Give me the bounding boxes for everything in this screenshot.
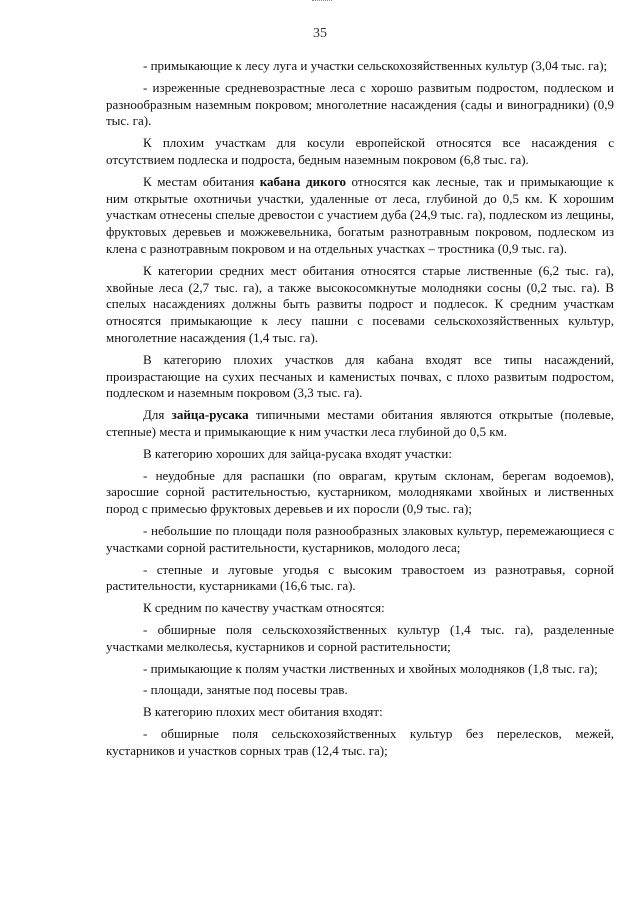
paragraph-hare-habitats: Для зайца-русака типичными местами обитания являются открытые (полевые, степные) места и примыкающие к ним участки леса глубиной до 0,5 км. — [106, 407, 614, 439]
paragraph-hare-good-heading: В категорию хороших для зайца-русака входят участки: — [143, 445, 452, 461]
paragraph-hare-medium-grass: - площади, занятые под посевы трав. — [143, 682, 348, 698]
paragraph-hare-medium-fields: - обширные поля сельскохозяйственных культур (1,4 тыс. га), разделенные участками мелколесья, кустарников и сорной растительности; — [106, 621, 614, 654]
paragraph-hare-good-small-fields: - небольшие по площади поля разнообразных злаковых культур, перемежающиеся с участками сорной растительности, кустарников, молодого леса; — [106, 522, 614, 555]
hare-term: зайца-русака — [171, 407, 249, 423]
page-number: 35 — [313, 26, 327, 41]
paragraph-boar-medium: К категории средних мест обитания относятся старые лиственные (6,2 тыс. га), хвойные леса (2,7 тыс. га), а также высокосомкнутые молодняки сосны (0,2 тыс. га). В спелых насаждениях должны быть развиты подрост и подлесок. К средним участкам относятся примыкающие к лесу пашни с посевами сельскохозяйственных культур, многолетние насаждения (1,4 тыс. га). — [106, 262, 614, 345]
paragraph-roe-deer-poor: К плохим участкам для косули европейской относятся все насаждения с отсутствием подлеска и подроста, бедным наземным покровом (6,8 тыс. га). — [106, 135, 614, 167]
paragraph-meadows: - примыкающие к лесу луга и участки сельскохозяйственных культур (3,04 тыс. га); — [143, 58, 608, 73]
paragraph-hare-poor-fields: - обширные поля сельскохозяйственных культур без перелесков, межей, кустарников и участков сорных трав (12,4 тыс. га); — [106, 725, 614, 758]
paragraph-hare-good-unplowable: - неудобные для распашки (по оврагам, крутым склонам, берегам водоемов), заросшие сорной растительностью, кустарником, молодняками хвойных и лиственных пород с примесью фруктовых деревьев и их поросли (0,9 тыс. га); — [106, 467, 614, 517]
paragraph-boar-habitats: К местам обитания кабана дикого относятся как лесные, так и примыкающие к ним открытые охотничьи участки, удаленные от леса, глубиной до 0,5 км. К хорошим участкам отнесены спелые древостои с участием дуба (24,9 тыс. га), подлеском из лещины, фруктовых деревьев и можжевельника, богатым разнотравным покровом, подлеском из клена с разнотравным покровом и на отдельных участках – тростника (0,9 тыс. га). — [106, 173, 614, 256]
boar-term: кабана дикого — [259, 173, 347, 189]
paragraph-hare-medium-heading: К средним по качеству участкам относятся: — [143, 600, 385, 616]
document-body — [106, 58, 614, 759]
paragraph-boar-poor: В категорию плохих участков для кабана входят все типы насаждений, произрастающие на сухих песчаных и каменистых почвах, с плохо развитым подростом, подлеском и наземным покровом (3,3 тыс. га). — [106, 351, 614, 401]
paragraph-hare-good-steppe: - степные и луговые угодья с высоким травостоем из разнотравья, сорной растительности, кустарниками (16,6 тыс. га). — [106, 561, 614, 594]
scan-artifact — [312, 0, 332, 7]
paragraph-hare-medium-young-stands: - примыкающие к полям участки лиственных и хвойных молодняков (1,8 тыс. га); — [143, 660, 598, 676]
paragraph-hare-poor-heading: В категорию плохих мест обитания входят: — [143, 704, 383, 720]
paragraph-thinned-forests: - изреженные средневозрастные леса с хорошо развитым подростом, подлеском и разнообразным наземным покровом; многолетние насаждения (сады и виноградники) (0,9 тыс. га). — [106, 79, 614, 129]
